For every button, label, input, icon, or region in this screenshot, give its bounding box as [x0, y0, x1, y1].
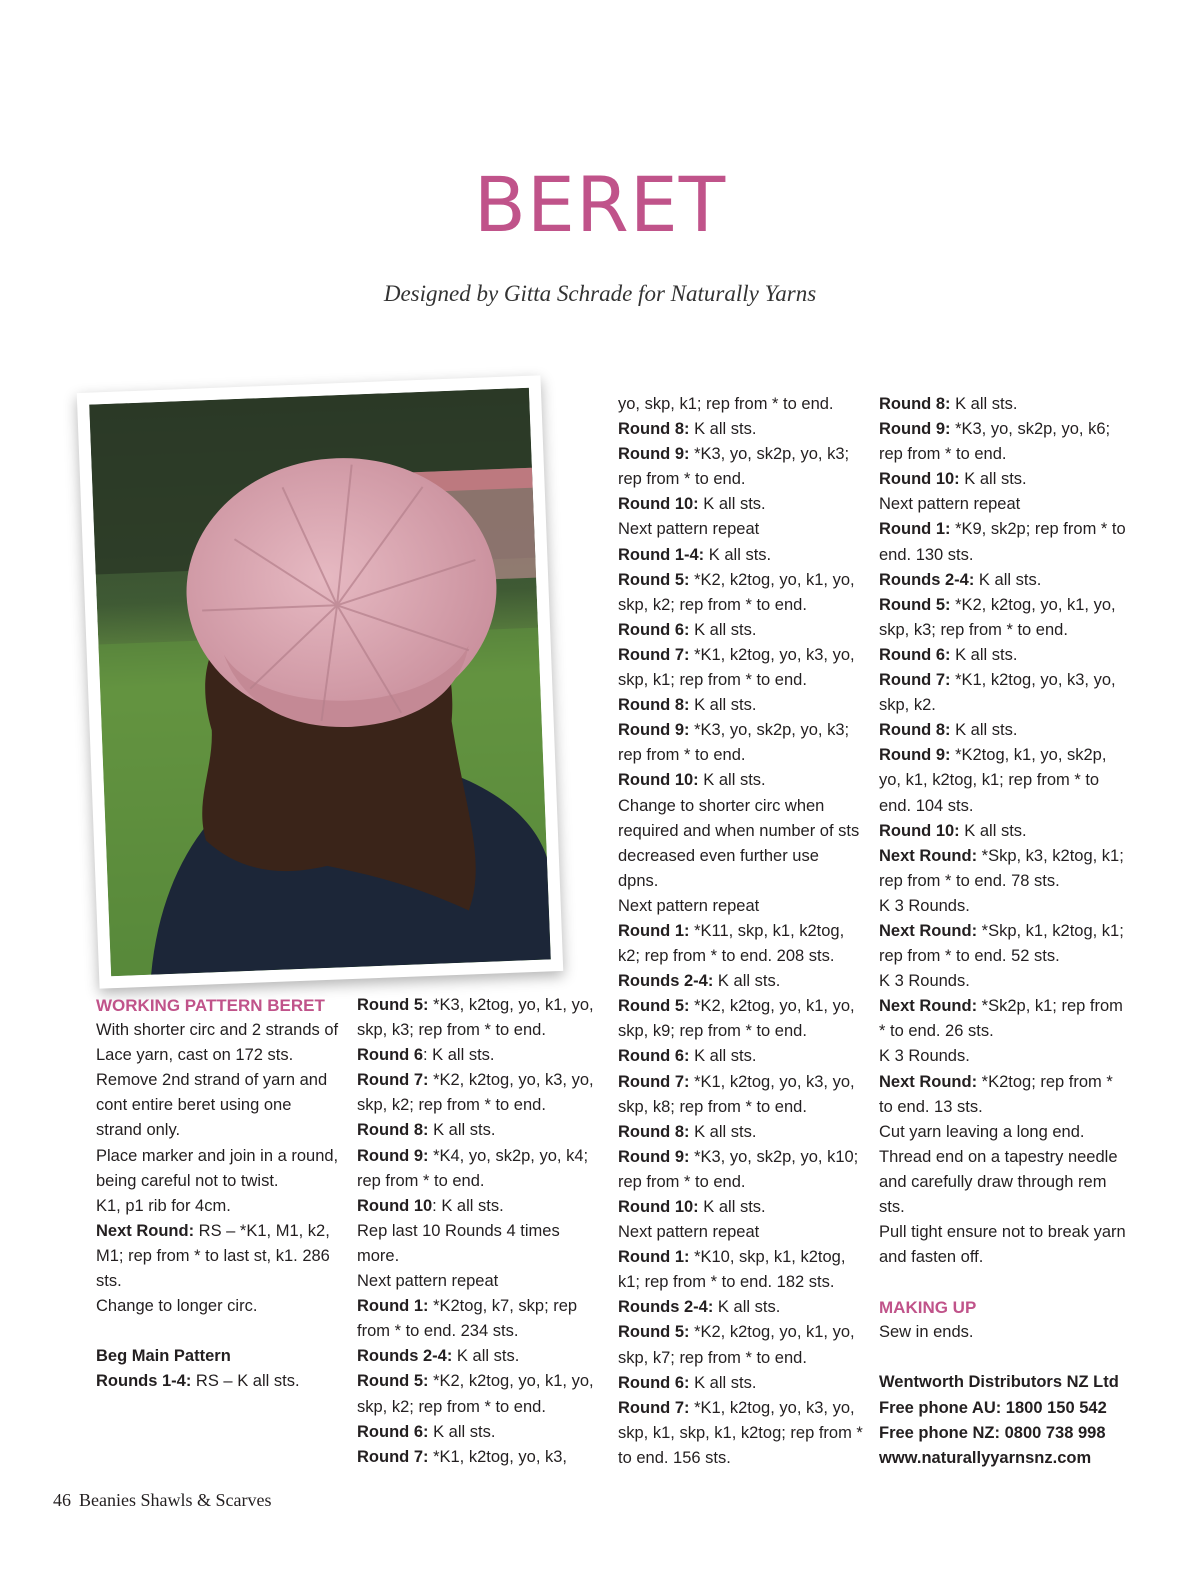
instruction-label: Round 7:: [618, 645, 690, 664]
instruction-text: *K11, skp, k1, k2tog, k2; rep from * to end. 208 sts.: [618, 921, 845, 966]
instruction-text: : K all sts.: [432, 1196, 504, 1215]
instruction: [879, 517, 1129, 567]
instruction-text: Next pattern repeat: [357, 1272, 499, 1291]
instruction-text: RS – K all sts.: [191, 1372, 300, 1391]
page-title: BERET: [473, 160, 727, 249]
instruction-text: *K9, sk2p; rep from * to end. 130 sts.: [879, 520, 1126, 564]
instruction-text: Rep last 10 Rounds 4 times more.: [357, 1221, 560, 1265]
instruction-text: *K2, k2tog, yo, k1, yo, skp, k9; rep from * to end.: [618, 997, 855, 1041]
instruction-text: K all sts.: [689, 420, 757, 439]
instruction: [618, 1044, 863, 1069]
instruction-text: K all sts.: [713, 972, 781, 991]
instruction: [618, 794, 863, 894]
instruction-text: K all sts.: [698, 1198, 766, 1216]
instruction-text: *K2tog; rep from * to end. 13 sts.: [879, 1072, 1113, 1116]
instruction: [879, 894, 1129, 919]
instruction-label: Rounds 2-4:: [879, 570, 975, 589]
instruction-text: yo, skp, k1; rep from * to end.: [618, 395, 834, 413]
instruction-label: Round 9:: [618, 445, 690, 464]
instruction: [618, 1070, 863, 1120]
instruction-label: Round 9:: [357, 1146, 429, 1165]
instruction-label: Round 6:: [357, 1422, 429, 1441]
instruction-label: Round 5:: [618, 997, 690, 1016]
instruction-label: Round 5:: [618, 570, 690, 589]
instruction: With shorter circ and 2 strands of Lace yarn, cast on 172 sts.: [96, 1021, 339, 1065]
distributor-name: Wentworth Distributors NZ Ltd: [879, 1373, 1119, 1392]
instruction-label: Round 10:: [618, 771, 699, 790]
instruction-text: K all sts.: [950, 645, 1018, 664]
instruction-text: K all sts.: [689, 1047, 757, 1066]
instruction-text: K 3 Rounds.: [879, 972, 970, 991]
instruction-label: Rounds 2-4:: [618, 972, 714, 991]
main-pattern-heading: [96, 1344, 341, 1369]
instruction-label: Round 8:: [879, 721, 951, 740]
instruction: [879, 568, 1129, 593]
instruction-label: Round 7:: [357, 1071, 429, 1090]
instruction-text: K all sts.: [689, 620, 757, 639]
instruction-text: K all sts.: [698, 495, 766, 514]
instruction: [879, 1120, 1129, 1145]
column-4: [879, 392, 1129, 1471]
column-3: [618, 392, 863, 1471]
instruction-text: *K1, k2tog, yo, k3, yo, skp, k1, skp, k1, k2tog; rep from * to end. 156 sts.: [618, 1398, 863, 1467]
instruction: K1, p1 rib for 4cm.: [96, 1196, 231, 1215]
instruction-text: Pull tight ensure not to break yarn and fasten off.: [879, 1223, 1126, 1267]
instruction-text: *K4, yo, sk2p, yo, k4; rep from * to end.: [357, 1146, 589, 1190]
instruction: [618, 1145, 863, 1195]
instruction-text: K all sts.: [689, 696, 757, 715]
instruction-text: Thread end on a tapestry needle and carefully draw through rem sts.: [879, 1147, 1118, 1216]
instruction-label: Round 6:: [618, 1373, 690, 1392]
instruction-text: *K1, k2tog, yo, k3,: [428, 1447, 567, 1466]
instruction: [618, 1371, 863, 1396]
instruction-label: Round 10: [357, 1196, 433, 1215]
instruction: [618, 618, 863, 643]
instruction: [879, 1070, 1129, 1120]
instruction: [357, 1144, 602, 1194]
instruction-text: K 3 Rounds.: [879, 896, 970, 915]
instruction-label: Next Round:: [879, 846, 978, 865]
instruction-text: *K2tog, k1, yo, sk2p, yo, k1, k2tog, k1; rep from * to end. 104 sts.: [879, 746, 1107, 815]
instruction-text: *K1, k2tog, yo, k3, yo, skp, k1; rep from * to end.: [618, 645, 855, 690]
instruction-text: Next pattern repeat: [879, 495, 1021, 514]
instruction-text: K all sts.: [950, 395, 1018, 413]
instruction-label: Round 10:: [879, 821, 960, 840]
making-up-heading: MAKING UP: [879, 1298, 977, 1318]
instruction-text: *K2, k2tog, yo, k1, yo, skp, k2; rep from * to end.: [618, 570, 855, 614]
instruction-text: *K2tog, k7, skp; rep from * to end. 234 sts.: [357, 1297, 578, 1341]
instruction-label: Round 8:: [618, 420, 690, 439]
instruction-text: *K10, skp, k1, k2tog, k1; rep from * to end. 182 sts.: [618, 1248, 846, 1292]
instruction: [618, 1245, 863, 1295]
instruction-label: Round 7:: [357, 1447, 429, 1466]
instruction: [357, 1420, 602, 1445]
instruction-text: RS – *K1, M1, k2, M1; rep from * to last st, k1. 286 sts.: [96, 1221, 330, 1291]
instruction-text: K all sts.: [452, 1347, 520, 1366]
instruction-label: Round 6:: [879, 645, 951, 664]
instruction-text: K all sts.: [974, 570, 1042, 589]
instruction: [618, 1295, 863, 1320]
instruction: Change to longer circ.: [96, 1297, 258, 1316]
instruction-label: Next Round:: [879, 997, 978, 1016]
instruction: [357, 1219, 602, 1269]
instruction: [879, 718, 1129, 743]
instruction: [618, 1120, 863, 1145]
instruction: [618, 517, 863, 542]
instruction-label: Round 10:: [618, 495, 699, 514]
instruction-label: Round 6: [357, 1046, 423, 1065]
phone-nz: Free phone NZ: 0800 738 998: [879, 1423, 1106, 1442]
instruction: [879, 1220, 1129, 1270]
instruction-label: Round 5:: [879, 595, 951, 614]
instruction: [879, 593, 1129, 643]
website-link[interactable]: www.naturallyyarnsnz.com: [879, 1448, 1092, 1467]
instruction: [357, 1043, 602, 1068]
instruction-text: Cut yarn leaving a long end.: [879, 1122, 1085, 1141]
instruction: [618, 994, 863, 1044]
instruction-text: K all sts.: [428, 1422, 496, 1441]
instruction-text: K all sts.: [428, 1121, 496, 1140]
instruction: [879, 643, 1129, 668]
instruction: [879, 844, 1129, 894]
instruction: [357, 993, 602, 1043]
instruction: [879, 1044, 1129, 1069]
instruction-label: Round 5:: [357, 996, 429, 1014]
instruction: [96, 1219, 341, 1294]
beret-photo: [77, 375, 564, 988]
instruction-label: Round 9:: [879, 746, 951, 765]
instruction: [879, 417, 1129, 467]
instruction: [357, 1269, 602, 1294]
instruction-text: *Skp, k1, k2tog, k1; rep from * to end. 52 sts.: [879, 921, 1124, 966]
instruction-label: Round 10:: [618, 1198, 699, 1216]
instruction-text: K all sts.: [950, 721, 1018, 740]
instruction-text: *Sk2p, k1; rep from * to end. 26 sts.: [879, 997, 1123, 1041]
instruction-label: Round 6:: [618, 1047, 690, 1066]
instruction: [618, 442, 863, 492]
instruction-label: Round 9:: [618, 1147, 690, 1166]
instruction: [357, 1068, 602, 1118]
instruction-text: K all sts.: [959, 821, 1027, 840]
instruction: [879, 969, 1129, 994]
instruction-label: Round 5:: [357, 1372, 429, 1391]
instruction: [879, 392, 1129, 417]
instruction-label: Next Round:: [879, 921, 978, 940]
instruction: [879, 467, 1129, 492]
instruction-text: K all sts.: [689, 1373, 757, 1392]
instruction: [618, 1320, 863, 1370]
page-number: 46: [53, 1490, 71, 1510]
instruction-label: Round 9:: [618, 721, 690, 740]
instruction-label: Round 7:: [879, 671, 951, 690]
page-footer: [53, 1490, 271, 1511]
instruction-label: Round 8:: [618, 1122, 690, 1141]
instruction: [618, 643, 863, 693]
making-up-text: Sew in ends.: [879, 1323, 974, 1342]
instruction-text: K all sts.: [698, 771, 766, 790]
instruction: [618, 568, 863, 618]
instruction-text: *K3, yo, sk2p, yo, k10; rep from * to end.: [618, 1147, 859, 1191]
instruction-label: Round 1:: [618, 1248, 690, 1267]
instruction-text: *K2, k2tog, yo, k1, yo, skp, k3; rep from * to end.: [879, 595, 1116, 639]
instruction-text: *K3, yo, sk2p, yo, k3; rep from * to end.: [618, 445, 850, 489]
instruction-text: *K2, k2tog, yo, k1, yo, skp, k7; rep from * to end.: [618, 1323, 855, 1367]
column-1: [96, 993, 341, 1394]
instruction: [879, 819, 1129, 844]
instruction-text: Change to shorter circ when required and when number of sts decreased even further use dpns.: [618, 796, 860, 890]
beret-photo-image: [89, 388, 551, 976]
instruction-label: Round 5:: [618, 1323, 690, 1342]
working-pattern-heading: WORKING PATTERN BERET: [96, 996, 325, 1015]
instruction: [618, 894, 863, 919]
instruction-label: Round 1:: [618, 921, 690, 940]
instruction: [618, 417, 863, 442]
instruction-text: Next pattern repeat: [618, 896, 760, 915]
publication-name: Beanies Shawls & Scarves: [79, 1490, 272, 1510]
instruction: [618, 1220, 863, 1245]
instruction: [879, 668, 1129, 718]
instruction: [879, 994, 1129, 1044]
instruction-text: K all sts.: [959, 470, 1027, 489]
instruction-label: Round 9:: [879, 420, 951, 439]
instruction-label: Next Round:: [879, 1072, 978, 1091]
instruction-text: : K all sts.: [423, 1046, 495, 1065]
instruction: [357, 1118, 602, 1143]
phone-au: Free phone AU: 1800 150 542: [879, 1398, 1107, 1417]
instruction: Place marker and join in a round, being careful not to twist.: [96, 1146, 339, 1190]
instruction: [357, 1294, 602, 1344]
instruction-label: Round 7:: [618, 1398, 690, 1417]
instruction: [879, 919, 1129, 969]
instruction-text: *Skp, k3, k2tog, k1; rep from * to end. 78 sts.: [879, 846, 1124, 890]
instruction-text: *K3, k2tog, yo, k1, yo, skp, k3; rep from * to end.: [357, 996, 594, 1040]
instruction: [96, 1369, 341, 1394]
instruction-text: Next pattern repeat: [618, 1223, 760, 1242]
instruction: [357, 1445, 602, 1470]
instruction-label: Round 7:: [618, 1072, 690, 1091]
instruction-text: *K1, k2tog, yo, k3, yo, skp, k2.: [879, 671, 1116, 715]
instruction-label: Round 1:: [357, 1297, 429, 1316]
instruction: [618, 693, 863, 718]
instruction-label: Round 1-4:: [618, 545, 705, 564]
instruction-text: K all sts.: [713, 1298, 781, 1317]
instruction: [618, 543, 863, 568]
instruction-label: Round 8:: [879, 395, 951, 413]
instruction: [879, 492, 1129, 517]
instruction: [357, 1369, 602, 1419]
main-pattern-label: Beg Main Pattern: [96, 1347, 231, 1366]
instruction: Remove 2nd strand of yarn and cont entire beret using one strand only.: [96, 1071, 328, 1140]
instruction-text: *K1, k2tog, yo, k3, yo, skp, k8; rep from * to end.: [618, 1072, 855, 1116]
designer-credit: Designed by Gitta Schrade for Naturally Yarns: [383, 281, 817, 306]
instruction-label: Round 8:: [618, 696, 690, 715]
instruction-label: Rounds 2-4:: [357, 1347, 453, 1366]
instruction: [618, 768, 863, 793]
instruction: [618, 492, 863, 517]
instruction-label: Round 1:: [879, 520, 951, 539]
instruction: [618, 392, 863, 417]
instruction-label: Round 10:: [879, 470, 960, 489]
instruction: [879, 1145, 1129, 1220]
instruction-text: *K2, k2tog, yo, k1, yo, skp, k2; rep from * to end.: [357, 1372, 594, 1416]
instruction: [618, 1195, 863, 1220]
instruction-text: *K3, yo, sk2p, yo, k6; rep from * to end.: [879, 420, 1111, 464]
instruction: [618, 919, 863, 969]
instruction: [618, 1396, 863, 1471]
instruction: [357, 1344, 602, 1369]
instruction-label: Rounds 2-4:: [618, 1298, 714, 1317]
instruction-label: Rounds 1-4:: [96, 1372, 192, 1391]
instruction: [357, 1194, 602, 1219]
instruction-text: *K3, yo, sk2p, yo, k3; rep from * to end.: [618, 721, 850, 765]
instruction-text: K all sts.: [704, 545, 772, 564]
instruction-text: K all sts.: [689, 1122, 757, 1141]
column-2: [357, 993, 602, 1470]
instruction: [618, 718, 863, 768]
instruction-label: Next Round:: [96, 1221, 195, 1240]
instruction-label: Round 8:: [357, 1121, 429, 1140]
instruction: [618, 969, 863, 994]
instruction-text: *K2, k2tog, yo, k3, yo, skp, k2; rep from * to end.: [357, 1071, 594, 1115]
instruction-text: K 3 Rounds.: [879, 1047, 970, 1066]
instruction-text: Next pattern repeat: [618, 520, 760, 539]
instruction: [879, 743, 1129, 818]
instruction-label: Round 6:: [618, 620, 690, 639]
